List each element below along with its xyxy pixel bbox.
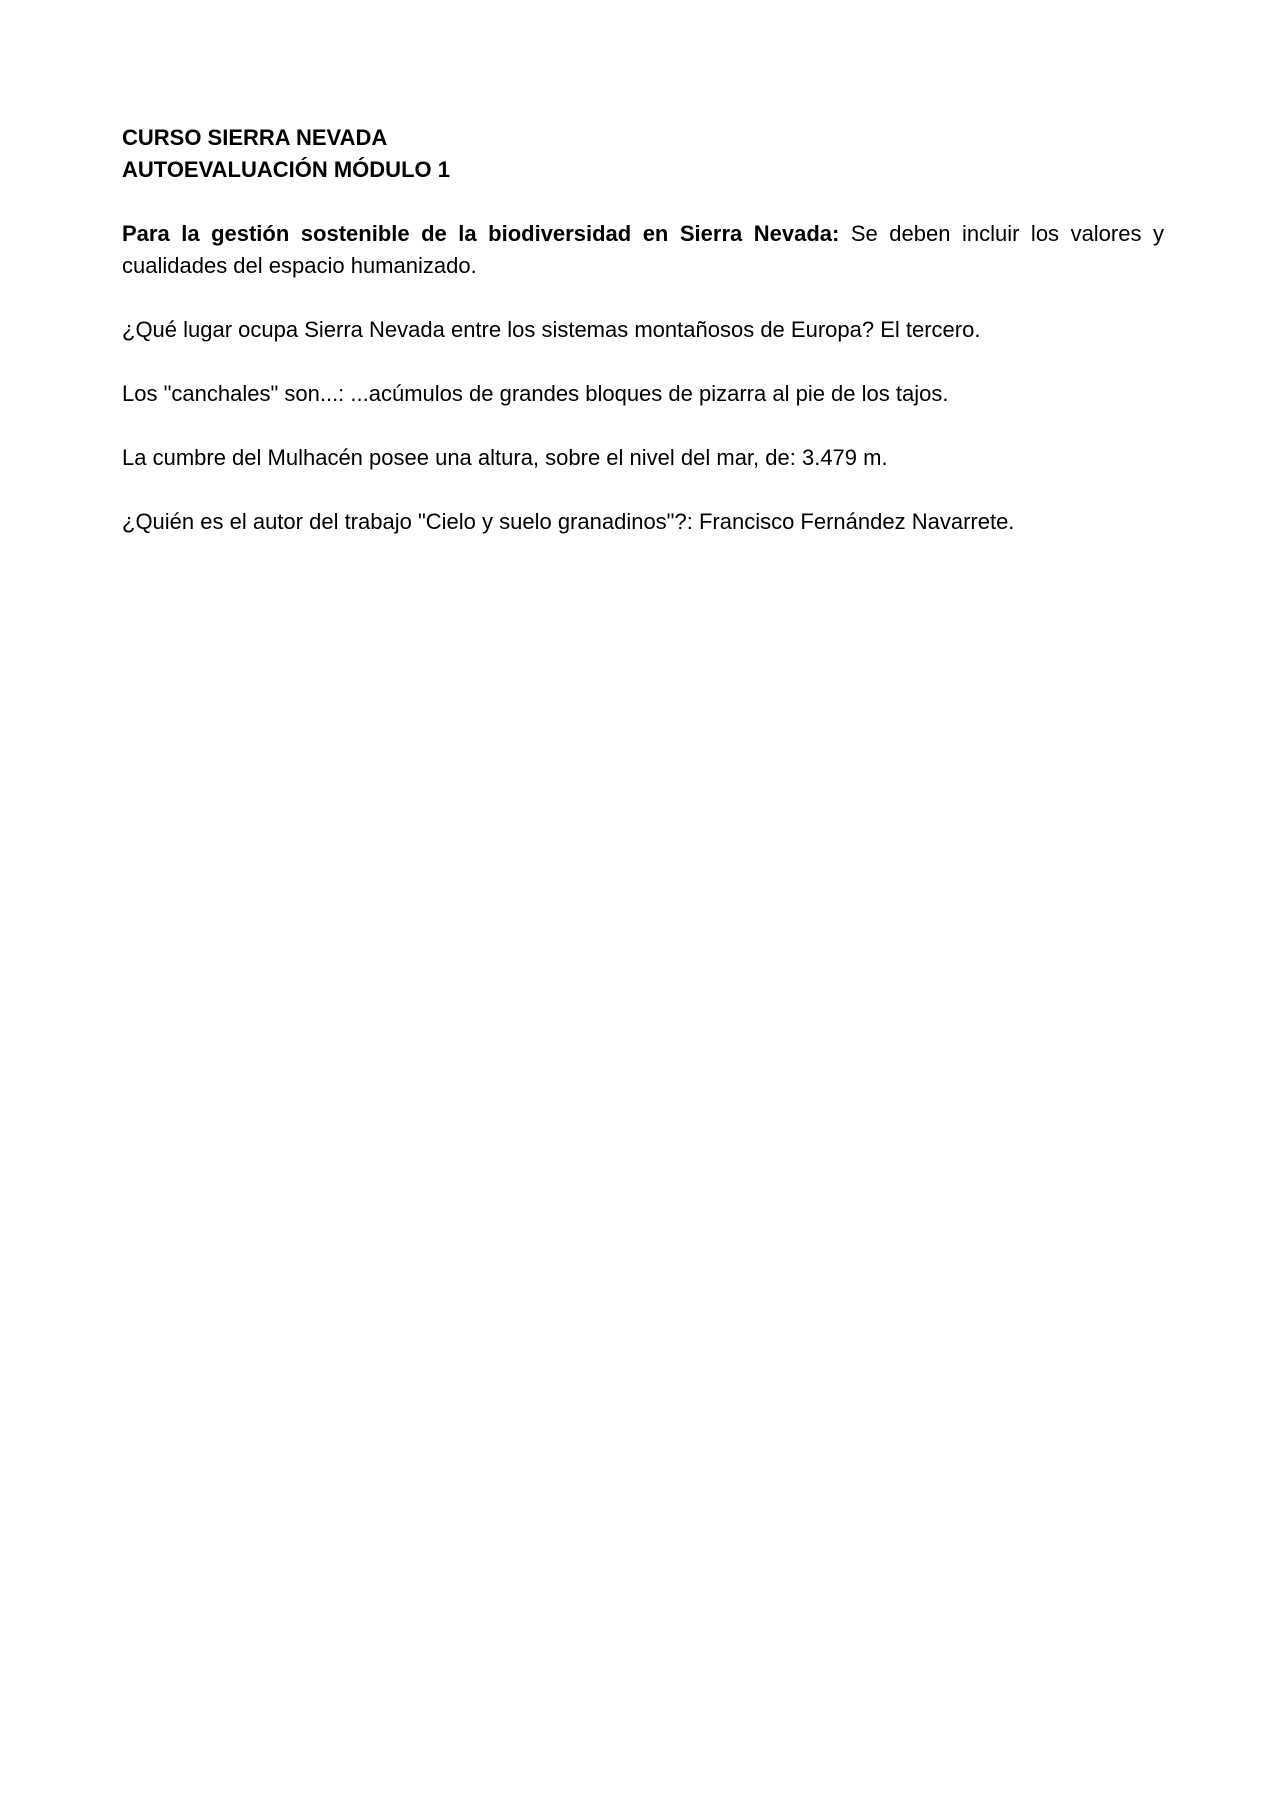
answer-text: Se deben incluir los valores y cualidades del espacio humanizado. xyxy=(122,221,1164,278)
question-answer-3 xyxy=(122,378,1164,410)
question-text: Para la gestión sostenible de la biodiversidad en Sierra Nevada: xyxy=(122,221,840,246)
title-line-1: CURSO SIERRA NEVADA xyxy=(122,125,388,150)
title-line-2: AUTOEVALUACIÓN MÓDULO 1 xyxy=(122,157,450,182)
question-text: ¿Quién es el autor del trabajo "Cielo y suelo granadinos"?: xyxy=(122,509,693,534)
document-title xyxy=(122,122,1164,186)
question-answer-1 xyxy=(122,218,1164,282)
document-body xyxy=(122,122,1164,538)
question-text: Los "canchales" son...: xyxy=(122,381,345,406)
question-answer-4 xyxy=(122,442,1164,474)
question-text: ¿Qué lugar ocupa Sierra Nevada entre los sistemas montañosos de Europa? xyxy=(122,317,875,342)
answer-text: Francisco Fernández Navarrete. xyxy=(692,509,1015,534)
question-text: La cumbre del Mulhacén posee una altura, sobre el nivel del mar, de: xyxy=(122,445,796,470)
answer-text: El tercero. xyxy=(874,317,981,342)
answer-text: ...acúmulos de grandes bloques de pizarra al pie de los tajos. xyxy=(344,381,949,406)
answer-text: 3.479 m. xyxy=(795,445,888,470)
question-answer-2 xyxy=(122,314,1164,346)
question-answer-5 xyxy=(122,506,1164,538)
